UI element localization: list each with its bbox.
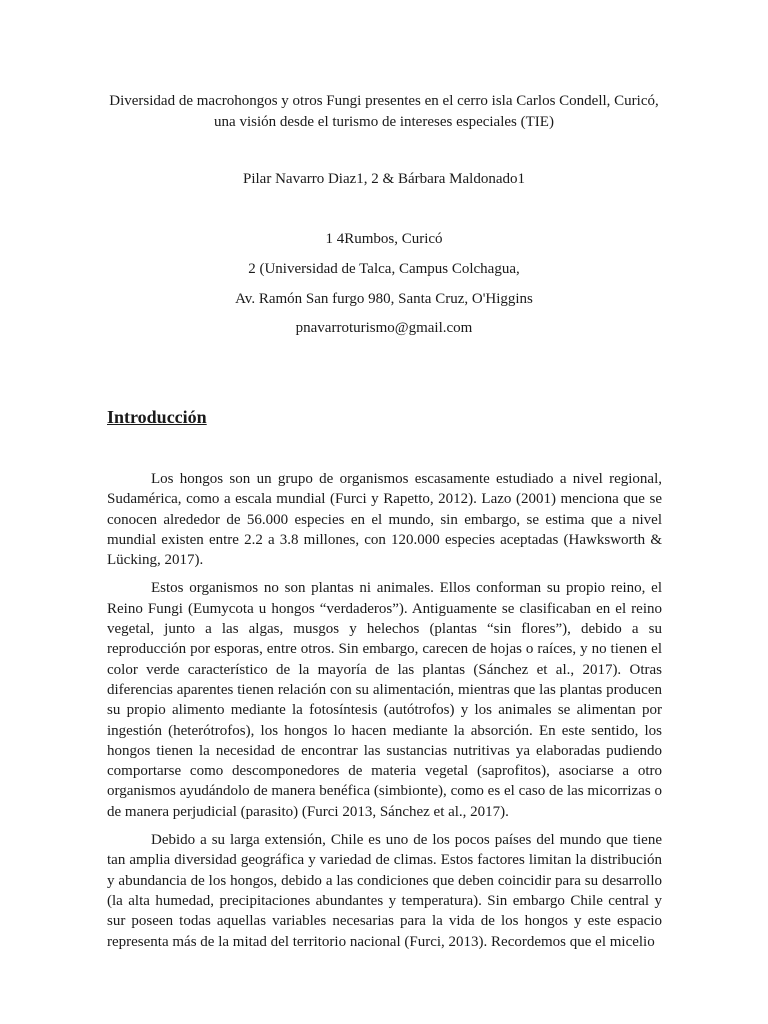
author-list: Pilar Navarro Diaz1, 2 & Bárbara Maldonado1 (243, 171, 525, 187)
paragraph-3: Debido a su larga extensión, Chile es uno de los pocos países del mundo que tiene tan amplia diversidad geográfica y variedad de climas. Estos factores limitan la distribución y abundancia de los hongos, debido a las condiciones que deben coincidir para su desarrollo (la alta humedad, precipitaciones abundantes y temperatura). Sin embargo Chile central y sur poseen todas aquellas variables necesarias para la vida de los hongos y este espacio representa más de la mitad del territorio nacional (Furci, 2013). Recordemos que el micelio (107, 832, 662, 950)
paper-title (0, 91, 768, 133)
affiliation-1: 1 4Rumbos, Curicó (325, 231, 443, 247)
section-body (107, 469, 662, 960)
affiliation-2: 2 (Universidad de Talca, Campus Colchagua, (248, 261, 520, 277)
title-line-2: una visión desde el turismo de intereses especiales (TIE) (214, 114, 554, 130)
section-heading: Introducción (107, 407, 207, 427)
affiliation-3: Av. Ramón San furgo 980, Santa Cruz, O'Higgins (235, 291, 533, 307)
paragraph-1: Los hongos son un grupo de organismos escasamente estudiado a nivel regional, Sudamérica, como a escala mundial (Furci y Rapetto, 2012). Lazo (2001) menciona que se conocen alrededor de 56.000 especies en el mundo, sin embargo, se estima que a nivel mundial existen entre 2.2 a 3.8 millones, con 120.000 especies aceptadas (Hawksworth & Lücking, 2017). (107, 471, 662, 569)
author-email: pnavarroturismo@gmail.com (295, 320, 473, 336)
paragraph-2: Estos organismos no son plantas ni animales. Ellos conforman su propio reino, el Reino Fungi (Eumycota u hongos “verdaderos”). Antiguamente se clasificaban en el reino vegetal, junto a las algas, musgos y helechos (plantas “sin flores”), debido a su reproducción por esporas, entre otros. Sin embargo, carecen de hojas o raíces, y no tienen el color verde característico de la mayoría de las plantas (Sánchez et al., 2017). Otras diferencias aparentes tienen relación con su alimentación, mientras que las plantas producen su propio alimento mediante la fotosíntesis (autótrofos) y los animales se alimentan por ingestión (heterótrofos), los hongos lo hacen mediante la absorción. En este sentido, los hongos tienen la necesidad de encontrar las sustancias nutritivas ya elaboradas pudiendo comportarse como descomponedores de materia vegetal (saprofitos), asociarse a otro organismos ayudándolo de manera benéfica (simbionte), como es el caso de las micorrizas o de manera perjudicial (parasito) (Furci 2013, Sánchez et al., 2017). (107, 580, 662, 820)
title-line-1: Diversidad de macrohongos y otros Fungi presentes en el cerro isla Carlos Condell, Curicó, (109, 93, 659, 109)
